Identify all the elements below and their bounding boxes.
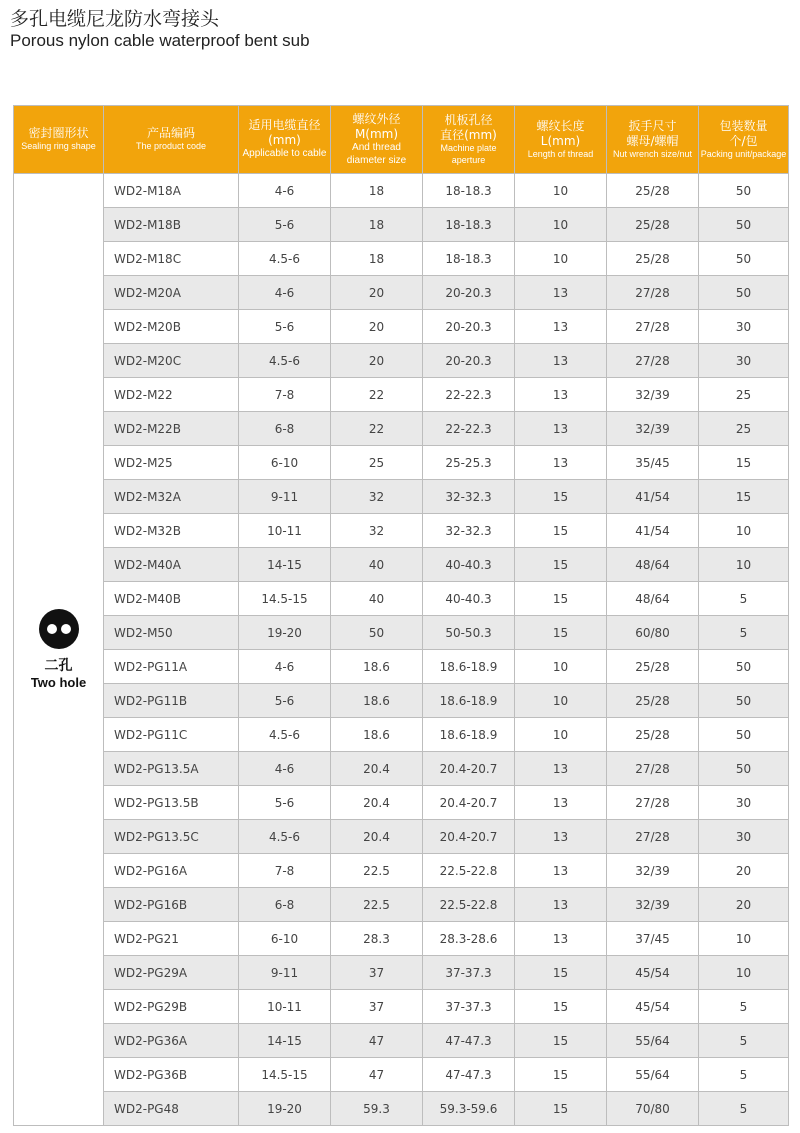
thread-length-cell: 15 [515, 1024, 607, 1058]
header-sealing-ring-shape: 密封圈形状 Sealing ring shape [14, 106, 104, 174]
thread-diameter-cell: 59.3 [331, 1092, 423, 1126]
thread-length-cell: 15 [515, 548, 607, 582]
packing-unit-cell: 50 [699, 684, 789, 718]
table-row [14, 548, 789, 582]
wrench-size-cell: 27/28 [607, 752, 699, 786]
wrench-size-cell: 55/64 [607, 1058, 699, 1092]
wrench-size-cell: 27/28 [607, 310, 699, 344]
packing-unit-cell: 30 [699, 820, 789, 854]
plate-aperture-cell: 22.5-22.8 [423, 888, 515, 922]
wrench-size-cell: 32/39 [607, 378, 699, 412]
wrench-size-cell: 45/54 [607, 956, 699, 990]
product-code-cell: WD2-M18A [104, 174, 239, 208]
thread-length-cell: 13 [515, 344, 607, 378]
plate-aperture-cell: 25-25.3 [423, 446, 515, 480]
cable-diameter-cell: 7-8 [239, 378, 331, 412]
thread-length-cell: 13 [515, 922, 607, 956]
table-row [14, 616, 789, 650]
plate-aperture-cell: 18-18.3 [423, 174, 515, 208]
thread-diameter-cell: 22 [331, 378, 423, 412]
shape-label-cn: 二孔 [44, 658, 73, 674]
product-code-cell: WD2-PG16B [104, 888, 239, 922]
packing-unit-cell: 15 [699, 446, 789, 480]
thread-length-cell: 15 [515, 480, 607, 514]
thread-diameter-cell: 37 [331, 990, 423, 1024]
wrench-size-cell: 25/28 [607, 718, 699, 752]
thread-diameter-cell: 22 [331, 412, 423, 446]
thread-diameter-cell: 18.6 [331, 684, 423, 718]
cable-diameter-cell: 4-6 [239, 276, 331, 310]
header-thread-length: 螺纹长度 L(mm) Length of thread [515, 106, 607, 174]
wrench-size-cell: 27/28 [607, 786, 699, 820]
product-code-cell: WD2-M32A [104, 480, 239, 514]
cable-diameter-cell: 6-10 [239, 446, 331, 480]
table-row [14, 480, 789, 514]
product-code-cell: WD2-M20A [104, 276, 239, 310]
cable-diameter-cell: 4.5-6 [239, 242, 331, 276]
table-body [14, 174, 789, 1126]
packing-unit-cell: 30 [699, 786, 789, 820]
product-code-cell: WD2-PG16A [104, 854, 239, 888]
header-cable-diameter: 适用电缆直径 (mm) Applicable to cable [239, 106, 331, 174]
cable-diameter-cell: 10-11 [239, 990, 331, 1024]
wrench-size-cell: 35/45 [607, 446, 699, 480]
product-code-cell: WD2-PG21 [104, 922, 239, 956]
product-code-cell: WD2-PG11A [104, 650, 239, 684]
thread-length-cell: 13 [515, 276, 607, 310]
sealing-ring-shape-cell [14, 174, 104, 1126]
wrench-size-cell: 41/54 [607, 514, 699, 548]
packing-unit-cell: 50 [699, 174, 789, 208]
cable-diameter-cell: 14-15 [239, 1024, 331, 1058]
table-header-row [14, 106, 789, 174]
wrench-size-cell: 45/54 [607, 990, 699, 1024]
table-row [14, 752, 789, 786]
packing-unit-cell: 50 [699, 276, 789, 310]
thread-length-cell: 13 [515, 820, 607, 854]
table-row [14, 514, 789, 548]
thread-diameter-cell: 18 [331, 242, 423, 276]
product-code-cell: WD2-M20C [104, 344, 239, 378]
wrench-size-cell: 25/28 [607, 650, 699, 684]
plate-aperture-cell: 20-20.3 [423, 344, 515, 378]
packing-unit-cell: 50 [699, 650, 789, 684]
table-row [14, 684, 789, 718]
table-row [14, 922, 789, 956]
thread-length-cell: 13 [515, 888, 607, 922]
cable-diameter-cell: 6-8 [239, 888, 331, 922]
packing-unit-cell: 10 [699, 956, 789, 990]
plate-aperture-cell: 22-22.3 [423, 412, 515, 446]
plate-aperture-cell: 20.4-20.7 [423, 752, 515, 786]
product-code-cell: WD2-M18C [104, 242, 239, 276]
wrench-size-cell: 48/64 [607, 548, 699, 582]
product-code-cell: WD2-PG11B [104, 684, 239, 718]
page-title-en: Porous nylon cable waterproof bent sub [10, 31, 310, 50]
table-row [14, 446, 789, 480]
plate-aperture-cell: 32-32.3 [423, 514, 515, 548]
wrench-size-cell: 48/64 [607, 582, 699, 616]
thread-length-cell: 15 [515, 514, 607, 548]
plate-aperture-cell: 47-47.3 [423, 1058, 515, 1092]
thread-diameter-cell: 20 [331, 276, 423, 310]
table-row [14, 888, 789, 922]
header-plate-aperture: 机板孔径 直径(mm) Machine plate aperture [423, 106, 515, 174]
table-row [14, 820, 789, 854]
wrench-size-cell: 32/39 [607, 888, 699, 922]
thread-diameter-cell: 47 [331, 1058, 423, 1092]
thread-diameter-cell: 32 [331, 514, 423, 548]
cable-diameter-cell: 14.5-15 [239, 1058, 331, 1092]
product-code-cell: WD2-M22 [104, 378, 239, 412]
thread-diameter-cell: 32 [331, 480, 423, 514]
cable-diameter-cell: 4.5-6 [239, 820, 331, 854]
cable-diameter-cell: 6-8 [239, 412, 331, 446]
plate-aperture-cell: 37-37.3 [423, 990, 515, 1024]
plate-aperture-cell: 18.6-18.9 [423, 718, 515, 752]
packing-unit-cell: 20 [699, 888, 789, 922]
cable-diameter-cell: 19-20 [239, 616, 331, 650]
plate-aperture-cell: 50-50.3 [423, 616, 515, 650]
packing-unit-cell: 5 [699, 1024, 789, 1058]
product-code-cell: WD2-PG29B [104, 990, 239, 1024]
thread-length-cell: 15 [515, 1058, 607, 1092]
product-code-cell: WD2-M25 [104, 446, 239, 480]
table-row [14, 1092, 789, 1126]
wrench-size-cell: 25/28 [607, 684, 699, 718]
thread-length-cell: 10 [515, 208, 607, 242]
thread-length-cell: 13 [515, 752, 607, 786]
table-row [14, 718, 789, 752]
thread-length-cell: 13 [515, 446, 607, 480]
packing-unit-cell: 50 [699, 208, 789, 242]
product-code-cell: WD2-M50 [104, 616, 239, 650]
packing-unit-cell: 20 [699, 854, 789, 888]
product-code-cell: WD2-M40A [104, 548, 239, 582]
plate-aperture-cell: 18.6-18.9 [423, 650, 515, 684]
product-code-cell: WD2-M20B [104, 310, 239, 344]
table-row [14, 650, 789, 684]
packing-unit-cell: 5 [699, 616, 789, 650]
plate-aperture-cell: 22.5-22.8 [423, 854, 515, 888]
wrench-size-cell: 25/28 [607, 174, 699, 208]
packing-unit-cell: 50 [699, 242, 789, 276]
wrench-size-cell: 70/80 [607, 1092, 699, 1126]
thread-diameter-cell: 20 [331, 344, 423, 378]
plate-aperture-cell: 20.4-20.7 [423, 820, 515, 854]
product-code-cell: WD2-M32B [104, 514, 239, 548]
wrench-size-cell: 25/28 [607, 208, 699, 242]
thread-length-cell: 10 [515, 174, 607, 208]
shape-label-en: Two hole [30, 675, 87, 690]
table-row [14, 344, 789, 378]
packing-unit-cell: 10 [699, 548, 789, 582]
product-code-cell: WD2-M40B [104, 582, 239, 616]
thread-diameter-cell: 18 [331, 174, 423, 208]
table-row [14, 208, 789, 242]
product-code-cell: WD2-PG36B [104, 1058, 239, 1092]
table-row [14, 1058, 789, 1092]
packing-unit-cell: 10 [699, 922, 789, 956]
plate-aperture-cell: 22-22.3 [423, 378, 515, 412]
wrench-size-cell: 27/28 [607, 344, 699, 378]
plate-aperture-cell: 59.3-59.6 [423, 1092, 515, 1126]
thread-diameter-cell: 40 [331, 548, 423, 582]
packing-unit-cell: 30 [699, 344, 789, 378]
thread-length-cell: 13 [515, 310, 607, 344]
thread-length-cell: 10 [515, 718, 607, 752]
plate-aperture-cell: 28.3-28.6 [423, 922, 515, 956]
wrench-size-cell: 27/28 [607, 820, 699, 854]
header-thread-diameter: 螺纹外径 M(mm) And thread diameter size [331, 106, 423, 174]
plate-aperture-cell: 40-40.3 [423, 548, 515, 582]
plate-aperture-cell: 20-20.3 [423, 276, 515, 310]
packing-unit-cell: 50 [699, 718, 789, 752]
table-row [14, 310, 789, 344]
thread-length-cell: 15 [515, 990, 607, 1024]
thread-length-cell: 13 [515, 854, 607, 888]
table-row [14, 242, 789, 276]
product-code-cell: WD2-PG29A [104, 956, 239, 990]
cable-diameter-cell: 4-6 [239, 752, 331, 786]
product-code-cell: WD2-PG13.5C [104, 820, 239, 854]
packing-unit-cell: 25 [699, 412, 789, 446]
thread-length-cell: 15 [515, 582, 607, 616]
packing-unit-cell: 5 [699, 990, 789, 1024]
table-row [14, 786, 789, 820]
product-code-cell: WD2-PG36A [104, 1024, 239, 1058]
wrench-size-cell: 60/80 [607, 616, 699, 650]
thread-length-cell: 13 [515, 412, 607, 446]
packing-unit-cell: 50 [699, 752, 789, 786]
thread-length-cell: 10 [515, 684, 607, 718]
wrench-size-cell: 55/64 [607, 1024, 699, 1058]
packing-unit-cell: 5 [699, 582, 789, 616]
table-row [14, 378, 789, 412]
cable-diameter-cell: 5-6 [239, 310, 331, 344]
table-row [14, 1024, 789, 1058]
wrench-size-cell: 32/39 [607, 412, 699, 446]
table-row [14, 276, 789, 310]
cable-diameter-cell: 7-8 [239, 854, 331, 888]
cable-diameter-cell: 5-6 [239, 786, 331, 820]
cable-diameter-cell: 4-6 [239, 650, 331, 684]
plate-aperture-cell: 32-32.3 [423, 480, 515, 514]
plate-aperture-cell: 18.6-18.9 [423, 684, 515, 718]
plate-aperture-cell: 18-18.3 [423, 208, 515, 242]
product-code-cell: WD2-M18B [104, 208, 239, 242]
cable-diameter-cell: 4.5-6 [239, 718, 331, 752]
wrench-size-cell: 25/28 [607, 242, 699, 276]
cable-diameter-cell: 6-10 [239, 922, 331, 956]
plate-aperture-cell: 40-40.3 [423, 582, 515, 616]
packing-unit-cell: 30 [699, 310, 789, 344]
thread-length-cell: 15 [515, 956, 607, 990]
cable-diameter-cell: 10-11 [239, 514, 331, 548]
plate-aperture-cell: 20-20.3 [423, 310, 515, 344]
cable-diameter-cell: 14-15 [239, 548, 331, 582]
cable-diameter-cell: 4.5-6 [239, 344, 331, 378]
cable-diameter-cell: 9-11 [239, 480, 331, 514]
wrench-size-cell: 27/28 [607, 276, 699, 310]
wrench-size-cell: 32/39 [607, 854, 699, 888]
wrench-size-cell: 37/45 [607, 922, 699, 956]
thread-diameter-cell: 18 [331, 208, 423, 242]
thread-length-cell: 15 [515, 1092, 607, 1126]
thread-diameter-cell: 28.3 [331, 922, 423, 956]
thread-diameter-cell: 20 [331, 310, 423, 344]
header-product-code: 产品编码 The product code [104, 106, 239, 174]
product-code-cell: WD2-M22B [104, 412, 239, 446]
packing-unit-cell: 5 [699, 1092, 789, 1126]
two-hole-icon [39, 609, 79, 649]
product-code-cell: WD2-PG13.5B [104, 786, 239, 820]
plate-aperture-cell: 20.4-20.7 [423, 786, 515, 820]
cable-diameter-cell: 14.5-15 [239, 582, 331, 616]
thread-diameter-cell: 20.4 [331, 752, 423, 786]
product-code-cell: WD2-PG11C [104, 718, 239, 752]
plate-aperture-cell: 37-37.3 [423, 956, 515, 990]
thread-length-cell: 10 [515, 242, 607, 276]
table-row [14, 174, 789, 208]
thread-length-cell: 15 [515, 616, 607, 650]
product-code-cell: WD2-PG48 [104, 1092, 239, 1126]
table-row [14, 990, 789, 1024]
thread-diameter-cell: 47 [331, 1024, 423, 1058]
cable-diameter-cell: 5-6 [239, 208, 331, 242]
plate-aperture-cell: 47-47.3 [423, 1024, 515, 1058]
table-row [14, 956, 789, 990]
wrench-size-cell: 41/54 [607, 480, 699, 514]
packing-unit-cell: 5 [699, 1058, 789, 1092]
thread-diameter-cell: 20.4 [331, 786, 423, 820]
cable-diameter-cell: 4-6 [239, 174, 331, 208]
packing-unit-cell: 25 [699, 378, 789, 412]
cable-diameter-cell: 9-11 [239, 956, 331, 990]
packing-unit-cell: 10 [699, 514, 789, 548]
table-row [14, 412, 789, 446]
thread-diameter-cell: 25 [331, 446, 423, 480]
thread-diameter-cell: 40 [331, 582, 423, 616]
thread-diameter-cell: 20.4 [331, 820, 423, 854]
packing-unit-cell: 15 [699, 480, 789, 514]
cable-diameter-cell: 5-6 [239, 684, 331, 718]
header-wrench-size: 扳手尺寸 螺母/螺帽 Nut wrench size/nut [607, 106, 699, 174]
thread-diameter-cell: 22.5 [331, 888, 423, 922]
thread-length-cell: 13 [515, 378, 607, 412]
spec-table [13, 105, 789, 1126]
product-code-cell: WD2-PG13.5A [104, 752, 239, 786]
table-row [14, 854, 789, 888]
page-title-cn: 多孔电缆尼龙防水弯接头 [10, 8, 220, 30]
thread-length-cell: 10 [515, 650, 607, 684]
plate-aperture-cell: 18-18.3 [423, 242, 515, 276]
thread-diameter-cell: 37 [331, 956, 423, 990]
table-row [14, 582, 789, 616]
thread-diameter-cell: 18.6 [331, 650, 423, 684]
thread-diameter-cell: 50 [331, 616, 423, 650]
thread-diameter-cell: 18.6 [331, 718, 423, 752]
thread-diameter-cell: 22.5 [331, 854, 423, 888]
thread-length-cell: 13 [515, 786, 607, 820]
cable-diameter-cell: 19-20 [239, 1092, 331, 1126]
header-packing-unit: 包装数量 个/包 Packing unit/package [699, 106, 789, 174]
